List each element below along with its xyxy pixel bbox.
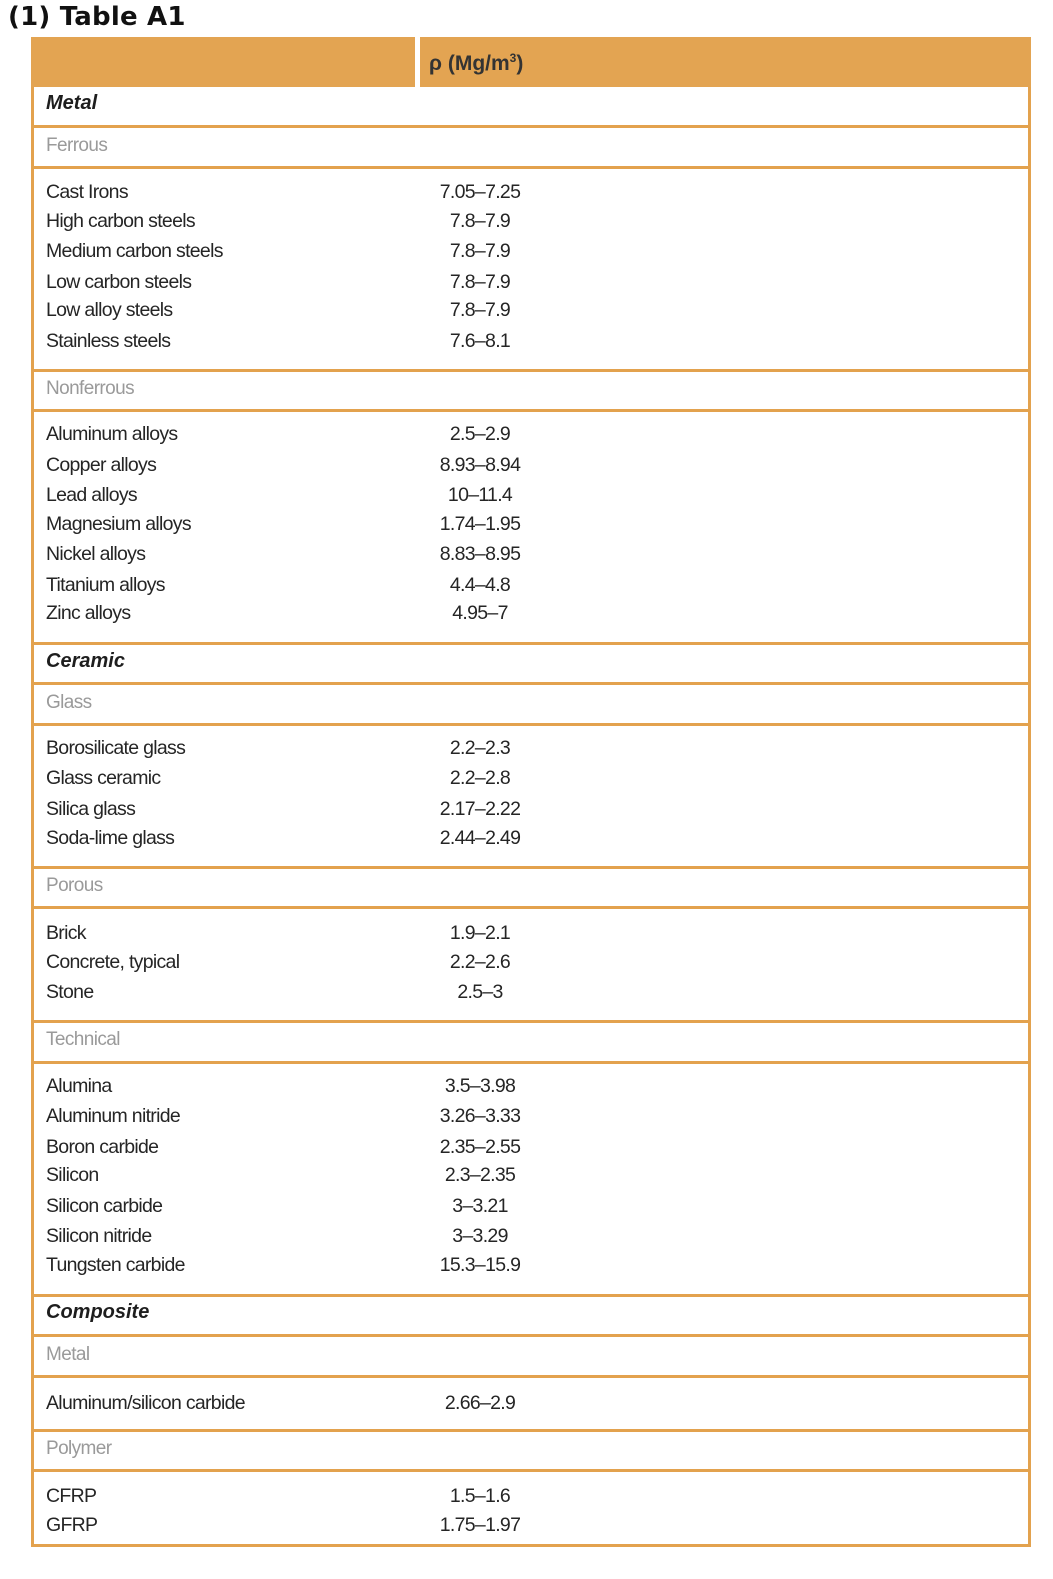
material-name: GFRP [46, 1514, 98, 1536]
table-row [46, 240, 1006, 270]
subgroup-label: Nonferrous [46, 378, 134, 399]
density-value: 2.35–2.55 [439, 1136, 521, 1158]
divider [31, 166, 1031, 169]
density-value: 4.4–4.8 [449, 574, 511, 596]
divider [31, 723, 1031, 726]
divider [31, 906, 1031, 909]
divider [31, 642, 1031, 645]
material-name: Aluminum nitride [46, 1105, 181, 1127]
divider [31, 125, 1031, 128]
material-name: Zinc alloys [46, 602, 131, 624]
material-name: Alumina [46, 1075, 112, 1097]
divider [31, 866, 1031, 869]
category-label: Metal [46, 92, 98, 114]
density-table [31, 37, 1031, 1547]
table-row [46, 1075, 1006, 1105]
table-row [46, 1514, 1006, 1544]
table-row [46, 484, 1006, 514]
density-value: 1.5–1.6 [449, 1485, 511, 1507]
density-value: 7.6–8.1 [449, 330, 511, 352]
density-value: 3–3.29 [452, 1225, 508, 1247]
table-row [46, 330, 1006, 360]
table-row [46, 798, 1006, 828]
density-value: 7.8–7.9 [449, 210, 511, 232]
material-name: Low carbon steels [46, 271, 192, 293]
material-name: Magnesium alloys [46, 513, 191, 535]
material-name: Silicon nitride [46, 1225, 152, 1247]
divider [31, 1469, 1031, 1472]
material-name: Lead alloys [46, 484, 137, 506]
table-row [46, 1164, 1006, 1194]
table-row [46, 827, 1006, 857]
density-value: 2.2–2.3 [449, 737, 511, 759]
table-row [46, 513, 1006, 543]
subgroup-label: Ferrous [46, 135, 108, 156]
material-name: Concrete, typical [46, 951, 180, 973]
header-divider [415, 37, 420, 87]
density-value: 7.05–7.25 [439, 181, 521, 203]
density-value: 3.5–3.98 [444, 1075, 516, 1097]
material-name: Stone [46, 981, 94, 1003]
density-value: 3–3.21 [452, 1195, 508, 1217]
density-value: 7.8–7.9 [449, 240, 511, 262]
material-name: Soda-lime glass [46, 827, 175, 849]
material-name: CFRP [46, 1485, 97, 1507]
table-header [31, 37, 1031, 87]
table-row [46, 1225, 1006, 1255]
divider [31, 1375, 1031, 1378]
density-value: 2.66–2.9 [444, 1392, 516, 1414]
table-row [46, 543, 1006, 573]
table-row [46, 1105, 1006, 1135]
table-row [46, 454, 1006, 484]
density-value: 2.44–2.49 [439, 827, 521, 849]
divider [31, 369, 1031, 372]
material-name: Boron carbide [46, 1136, 159, 1158]
table-row [46, 271, 1006, 301]
divider [31, 682, 1031, 685]
density-value: 4.95–7 [452, 602, 508, 624]
material-name: Aluminum alloys [46, 423, 178, 445]
material-name: Glass ceramic [46, 767, 161, 789]
material-name: High carbon steels [46, 210, 195, 232]
density-value: 2.17–2.22 [439, 798, 521, 820]
material-name: Brick [46, 922, 86, 944]
density-value: 2.2–2.6 [449, 951, 511, 973]
subgroup-label: Technical [46, 1029, 120, 1050]
subgroup-label: Porous [46, 875, 103, 896]
category-label: Composite [46, 1301, 150, 1323]
material-name: Cast Irons [46, 181, 128, 203]
table-row [46, 737, 1006, 767]
material-name: Silica glass [46, 798, 136, 820]
density-value: 2.5–3 [457, 981, 503, 1003]
divider [31, 1334, 1031, 1337]
material-name: Aluminum/silicon carbide [46, 1392, 245, 1414]
header-density-label: ρ $(Mg/m^3)$ [429, 51, 524, 75]
divider [31, 1429, 1031, 1432]
table-row [46, 1136, 1006, 1166]
table-row [46, 181, 1006, 211]
material-name: Nickel alloys [46, 543, 146, 565]
page-title: (1) Table A1 [8, 2, 186, 32]
material-name: Copper alloys [46, 454, 157, 476]
material-name: Stainless steels [46, 330, 171, 352]
table-row [46, 1485, 1006, 1515]
table-row [46, 922, 1006, 952]
subgroup-label: Glass [46, 692, 92, 713]
table-row [46, 981, 1006, 1011]
density-value: 1.74–1.95 [439, 513, 521, 535]
density-value: 15.3–15.9 [439, 1254, 521, 1276]
material-name: Tungsten carbide [46, 1254, 185, 1276]
divider [31, 409, 1031, 412]
table-row [46, 951, 1006, 981]
density-value: 2.3–2.35 [444, 1164, 516, 1186]
category-label: Ceramic [46, 650, 125, 672]
table-row [46, 1392, 1006, 1422]
table-row [46, 767, 1006, 797]
material-name: Low alloy steels [46, 299, 173, 321]
divider [31, 1294, 1031, 1297]
density-value: 3.26–3.33 [439, 1105, 521, 1127]
density-value: 10–11.4 [447, 484, 513, 506]
density-value: 1.9–2.1 [449, 922, 511, 944]
density-value: 7.8–7.9 [449, 271, 511, 293]
table-row [46, 423, 1006, 453]
material-name: Titanium alloys [46, 574, 165, 596]
divider [31, 1020, 1031, 1023]
table-row [46, 210, 1006, 240]
density-value: 1.75–1.97 [439, 1514, 521, 1536]
density-value: 7.8–7.9 [449, 299, 511, 321]
density-value: 8.93–8.94 [439, 454, 521, 476]
material-name: Silicon carbide [46, 1195, 163, 1217]
table-row [46, 574, 1006, 604]
divider [31, 1061, 1031, 1064]
table-row [46, 1254, 1006, 1284]
density-value: 8.83–8.95 [439, 543, 521, 565]
table-row [46, 299, 1006, 329]
material-name: Medium carbon steels [46, 240, 223, 262]
table-row [46, 602, 1006, 632]
table-row [46, 1195, 1006, 1225]
subgroup-label: Polymer [46, 1438, 112, 1459]
density-value: 2.2–2.8 [449, 767, 511, 789]
material-name: Silicon [46, 1164, 99, 1186]
subgroup-label: Metal [46, 1344, 90, 1365]
density-value: 2.5–2.9 [449, 423, 511, 445]
material-name: Borosilicate glass [46, 737, 186, 759]
